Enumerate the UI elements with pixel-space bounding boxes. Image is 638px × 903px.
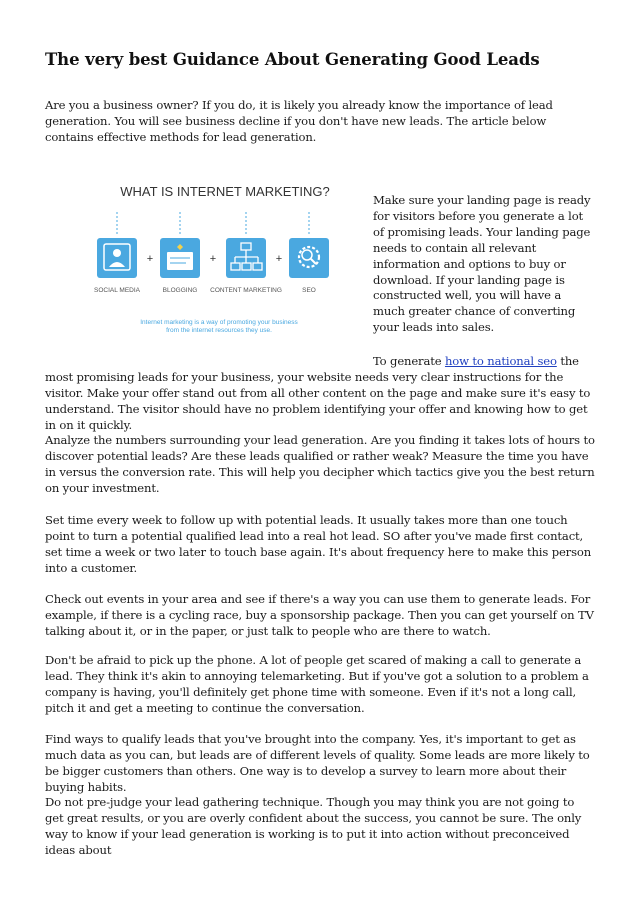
social-media-icon: [97, 238, 137, 278]
label-seo: SEO: [302, 287, 316, 294]
side-column: [373, 193, 595, 336]
seo-icon: [289, 238, 329, 278]
figure-svg: [90, 180, 360, 335]
national-seo-link[interactable]: how to national seo: [444, 354, 557, 368]
generate-rest-text: most promising leads for your business, your website needs very clear instructions for the visitor. Make your offer stand out from all other content on the page and make sure it's easy to understand. The visitor should have no problem identifying your offer and knowing how to get in on it quickly.: [45, 370, 591, 432]
plus-sign-2: +: [209, 253, 217, 265]
generate-before-text: To generate: [373, 354, 445, 368]
landing-page-paragraph: Make sure your landing page is ready for visitors before you generate a lot of promising leads. Your landing page needs to contain all relevant information and options to buy or download. If your landing page is constructed well, you will have a much greater chance of converting your leads into sales.: [373, 193, 591, 335]
paragraph-events: Check out events in your area and see if there's a way you can use them to generate leads. For example, if there is a cycling race, buy a sponsorship package. Then you can get yourself on TV talking about it, or in the paper, or just talk to people who are there to watch.: [45, 592, 594, 638]
internet-marketing-figure: [90, 180, 360, 335]
paragraph-analyze: Analyze the numbers surrounding your lead generation. Are you finding it takes lots of hours to discover potential leads? Are these leads qualified or rather weak? Measure the time you have in versus the conversion rate. This will help you decipher which tactics give you the best return on your investment.: [45, 433, 595, 495]
paragraph-follow-up: Set time every week to follow up with potential leads. It usually takes more than one touch point to turn a potential qualified lead into a real hot lead. SO after you've made first contact, set time a week or two later to touch base again. It's about frequency here to make this person into a customer.: [45, 513, 592, 575]
intro-paragraph: Are you a business owner? If you do, it is likely you already know the importance of lead generation. You will see business decline if you don't have new leads. The article below contains effective methods for lead generation.: [45, 98, 553, 144]
paragraph-prejudge: Do not pre-judge your lead gathering technique. Though you may think you are not going to get great results, or you are overly confident about the success, you cannot be sure. The only way to know if your lead generation is working is to put it into action without preconceived ideas about: [45, 795, 582, 857]
generate-first-line: [45, 353, 595, 369]
content-marketing-icon: [226, 238, 266, 278]
label-content-marketing: CONTENT MARKETING: [210, 287, 282, 294]
paragraph-qualify: Find ways to qualify leads that you've brought into the company. Yes, it's important to get as much data as you can, but leads are of different levels of quality. Some leads are more likely to be bigger customers than others. One way is to develop a survey to learn more about their buying habits.: [45, 732, 590, 794]
paragraph-phone: Don't be afraid to pick up the phone. A lot of people get scared of making a call to generate a lead. They think it's akin to annoying telemarketing. But if you've got a solution to a problem a company is having, you'll definitely get phone time with someone. Even if it's not a long call, pitch it and get a meeting to continue the conversation.: [45, 653, 589, 715]
plus-sign-1: +: [146, 253, 154, 265]
generate-after-text: the: [556, 354, 579, 368]
label-social-media: SOCIAL MEDIA: [94, 287, 140, 294]
generate-leads-paragraph: [45, 353, 595, 433]
figure-caption-line2: from the internet resources they use.: [166, 327, 272, 334]
label-blogging: BLOGGING: [162, 287, 198, 294]
figure-caption-line1: Internet marketing is a way of promoting your business: [140, 319, 298, 326]
figure-heading: WHAT IS INTERNET MARKETING?: [120, 184, 330, 199]
blogging-icon: [160, 238, 200, 278]
page-title: The very best Guidance About Generating Good Leads: [45, 50, 540, 69]
plus-sign-3: +: [275, 253, 283, 265]
